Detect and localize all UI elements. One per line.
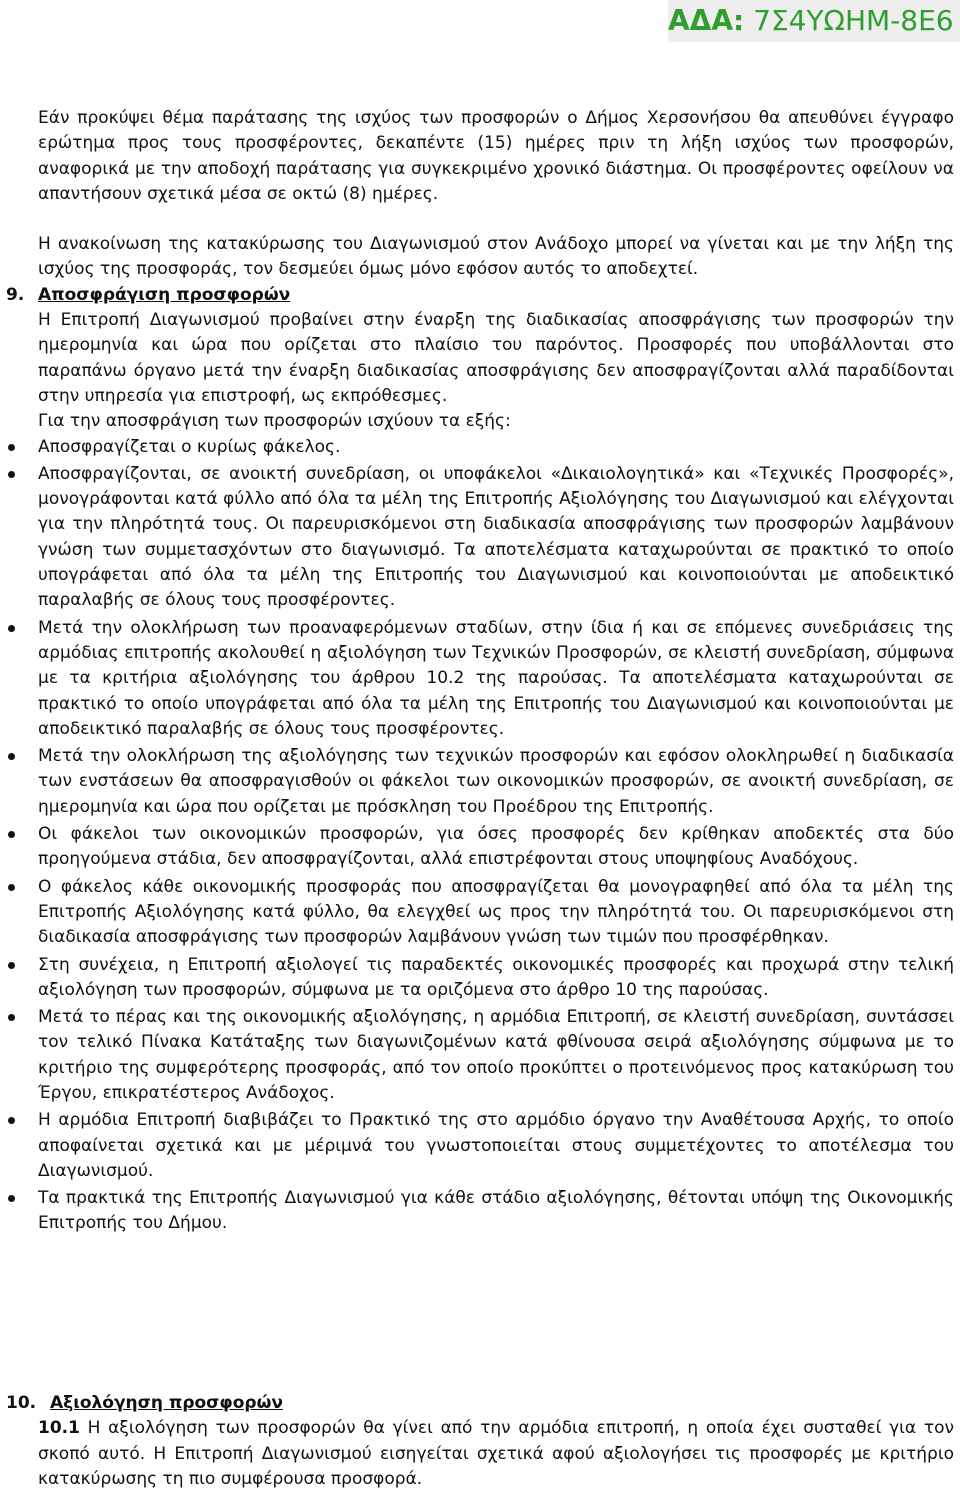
list-item-text: Η αρμόδια Επιτροπή διαβιβάζει το Πρακτικό της στο αρμόδιο όργανο την Αναθέτουσα Αρχής, το οποίο αποφαίνεται σχετικά και με μέριμνά του γνωστοποιείται στους συμμετέχοντες το αποτέλεσμα του Διαγωνισμού. xyxy=(38,1110,954,1181)
list-item-text: Αποσφραγίζεται ο κυρίως φάκελος. xyxy=(38,436,341,457)
list-item xyxy=(38,953,954,1004)
ada-badge xyxy=(668,0,960,42)
bullet-icon xyxy=(8,625,15,632)
bullet-icon xyxy=(8,1014,15,1021)
list-item-text: Οι φάκελοι των οικονομικών προσφορών, για όσες προσφορές δεν κρίθηκαν αποδεκτές στα δύο προηγούμενα στάδια, δεν αποσφραγίζονται, αλλά επιστρέφονται στους υποψηφίους Αναδόχους. xyxy=(38,824,954,870)
section-9-bullet-list xyxy=(38,435,954,1237)
bullet-icon xyxy=(8,1195,15,1202)
list-item xyxy=(38,744,954,820)
list-item xyxy=(38,1186,954,1237)
list-item-text: Στη συνέχεια, η Επιτροπή αξιολογεί τις παραδεκτές οικονομικές προσφορές και προχωρά στην τελική αξιολόγηση των προσφορών, σύμφωνα με τα οριζόμενα στο άρθρο 10 της παρούσας. xyxy=(38,954,954,1000)
bullet-icon xyxy=(8,962,15,969)
intro-paragraph-1: Εάν προκύψει θέμα παράτασης της ισχύος των προσφορών ο Δήμος Χερσονήσου θα απευθύνει έγγραφο ερώτημα προς τους προσφέροντες, δεκαπέντε (15) ημέρες πριν τη λήξη ισχύος των προσφορών, αναφορικά με την αποδοχή παράτασης για συγκεκριμένο χρονικό διάστημα. Οι προσφέροντες οφείλουν να απαντήσουν σχετικά μέσα σε οκτώ (8) ημέρες. xyxy=(38,108,954,204)
document-body xyxy=(6,106,954,1239)
section-10-heading xyxy=(6,1391,954,1416)
list-item-text: Μετά το πέρας και της οικονομικής αξιολόγησης, η αρμόδια Επιτροπή, σε κλειστή συνεδρίαση, συντάσσει τον τελικό Πίνακα Κατάταξης των διαγωνιζομένων κατά φθίνουσα σειρά αξιολόγησης σύμφωνα με το κριτήριο της συμφερότερης προσφοράς, από τον οποίο προκύπτει ο προτεινόμενος προς κατακύρωση του Έργου, επικρατέστερος Ανάδοχος. xyxy=(38,1007,954,1103)
list-item-text: Μετά την ολοκλήρωση της αξιολόγησης των τεχνικών προσφορών και εφόσον ολοκληρωθεί η διαδικασία των ενστάσεων θα αποσφραγισθούν οι φάκελοι των οικονομικών προσφορών, σε ανοικτή συνεδρίαση, σε ημερομηνία και ώρα που ορίζεται με πρόσκληση του Προέδρου της Επιτροπής. xyxy=(38,746,954,817)
bullet-icon xyxy=(8,471,15,478)
list-item-text: Αποσφραγίζονται, σε ανοικτή συνεδρίαση, οι υποφάκελοι «Δικαιολογητικά» και «Τεχνικές Προσφορές», μονογράφονται κατά φύλλο από όλα τα μέλη της Επιτροπής Αξιολόγησης του Διαγωνισμού και ελέγχονται για την πληρότητά τους. Οι παρευρισκόμενοι στη διαδικασία αποσφράγισης των προσφορών λαμβάνουν γνώση των συμμετασχόντων στο διαγωνισμό. Τα αποτελέσματα καταχωρούνται σε πρακτικό το οποίο υπογράφεται από όλα τα μέλη της Επιτροπής του Διαγωνισμού και κοινοποιούνται με αποδεικτικό παραλαβής σε όλους τους προσφέροντες. xyxy=(38,463,954,611)
bullet-icon xyxy=(8,831,15,838)
list-item xyxy=(38,616,954,742)
bullet-icon xyxy=(8,884,15,891)
bullet-icon xyxy=(8,753,15,760)
section-9-title: Αποσφράγιση προσφορών xyxy=(38,284,291,305)
section-10-title: Αξιολόγηση προσφορών xyxy=(50,1393,283,1413)
list-item-text: Ο φάκελος κάθε οικονομικής προσφοράς που αποσφραγίζεται θα μονογραφηθεί από όλα τα μέλη της Επιτροπής Αξιολόγησης κατά φύλλο, θα ελεγχθεί ως προς την πληρότητά του. Οι παρευρισκόμενοι στη διαδικασία αποσφράγισης των προσφορών λαμβάνουν γνώση των τιμών που προσφέρθηκαν. xyxy=(38,876,954,948)
section-10-number: 10. xyxy=(6,1393,37,1413)
section-10-1-number: 10.1 xyxy=(38,1418,80,1439)
list-item xyxy=(38,875,954,951)
bullet-icon xyxy=(8,444,15,451)
ada-label: ΑΔΑ: xyxy=(668,4,745,37)
section-9-number: 9. xyxy=(6,284,25,305)
section-10-1-paragraph xyxy=(38,1416,954,1492)
section-10 xyxy=(6,1391,954,1492)
list-item xyxy=(38,1108,954,1184)
bullet-icon xyxy=(8,1117,15,1124)
list-item-text: Μετά την ολοκλήρωση των προαναφερόμενων σταδίων, στην ίδια ή και σε επόμενες συνεδριάσεις της αρμόδιας επιτροπής ακολουθεί η αξιολόγηση των Τεχνικών Προσφορών, σε κλειστή συνεδρίαση, σύμφωνα με τα κριτήρια αξιολόγησης του άρθρου 10.2 της παρούσας. Τα αποτελέσματα καταχωρούνται σε πρακτικό το οποίο υπογράφεται από όλα τα μέλη της Επιτροπής του Διαγωνισμού και κοινοποιούνται με αποδεικτικό παραλαβής σε όλους τους προσφέροντες. xyxy=(38,617,954,739)
list-item xyxy=(38,462,954,614)
list-item xyxy=(38,1005,954,1106)
list-item xyxy=(38,822,954,873)
list-item xyxy=(38,435,954,460)
section-9-lead: Για την αποσφράγιση των προσφορών ισχύουν τα εξής: xyxy=(38,411,511,432)
intro-paragraph-2: Η ανακοίνωση της κατακύρωσης του Διαγωνισμού στον Ανάδοχο μπορεί να γίνεται και με την λήξη της ισχύος της προσφοράς, τον δεσμεύει όμως μόνο εφόσον αυτός το αποδεχτεί. xyxy=(38,234,954,280)
section-10-1-text: Η αξιολόγηση των προσφορών θα γίνει από την αρμόδια επιτροπή, η οποία έχει συσταθεί για τον σκοπό αυτό. Η Επιτροπή Διαγωνισμού εισηγείται σχετικά αφού αξιολογήσει τις προσφορές με κριτήριο κατακύρωσης τη πιο συμφέρουσα προσφορά. xyxy=(38,1418,954,1489)
ada-code: 7Σ4ΥΩΗΜ-8Ε6 xyxy=(753,4,954,37)
section-9-heading xyxy=(6,283,954,308)
section-9-paragraph: Η Επιτροπή Διαγωνισμού προβαίνει στην έναρξη της διαδικασίας αποσφράγισης των προσφορών την ημερομηνία και ώρα που ορίζεται στο πλαίσιο του παρόντος. Προσφορές που υποβάλλονται στο παραπάνω όργανο μετά την έναρξη διαδικασίας αποσφράγισης δεν αποσφραγίζονται αλλά παραδίδονται στην υπηρεσία για επιστροφή, ως εκπρόθεσμες. xyxy=(38,310,954,406)
list-item-text: Τα πρακτικά της Επιτροπής Διαγωνισμού για κάθε στάδιο αξιολόγησης, θέτονται υπόψη της Οικονομικής Επιτροπής του Δήμου. xyxy=(38,1188,954,1234)
